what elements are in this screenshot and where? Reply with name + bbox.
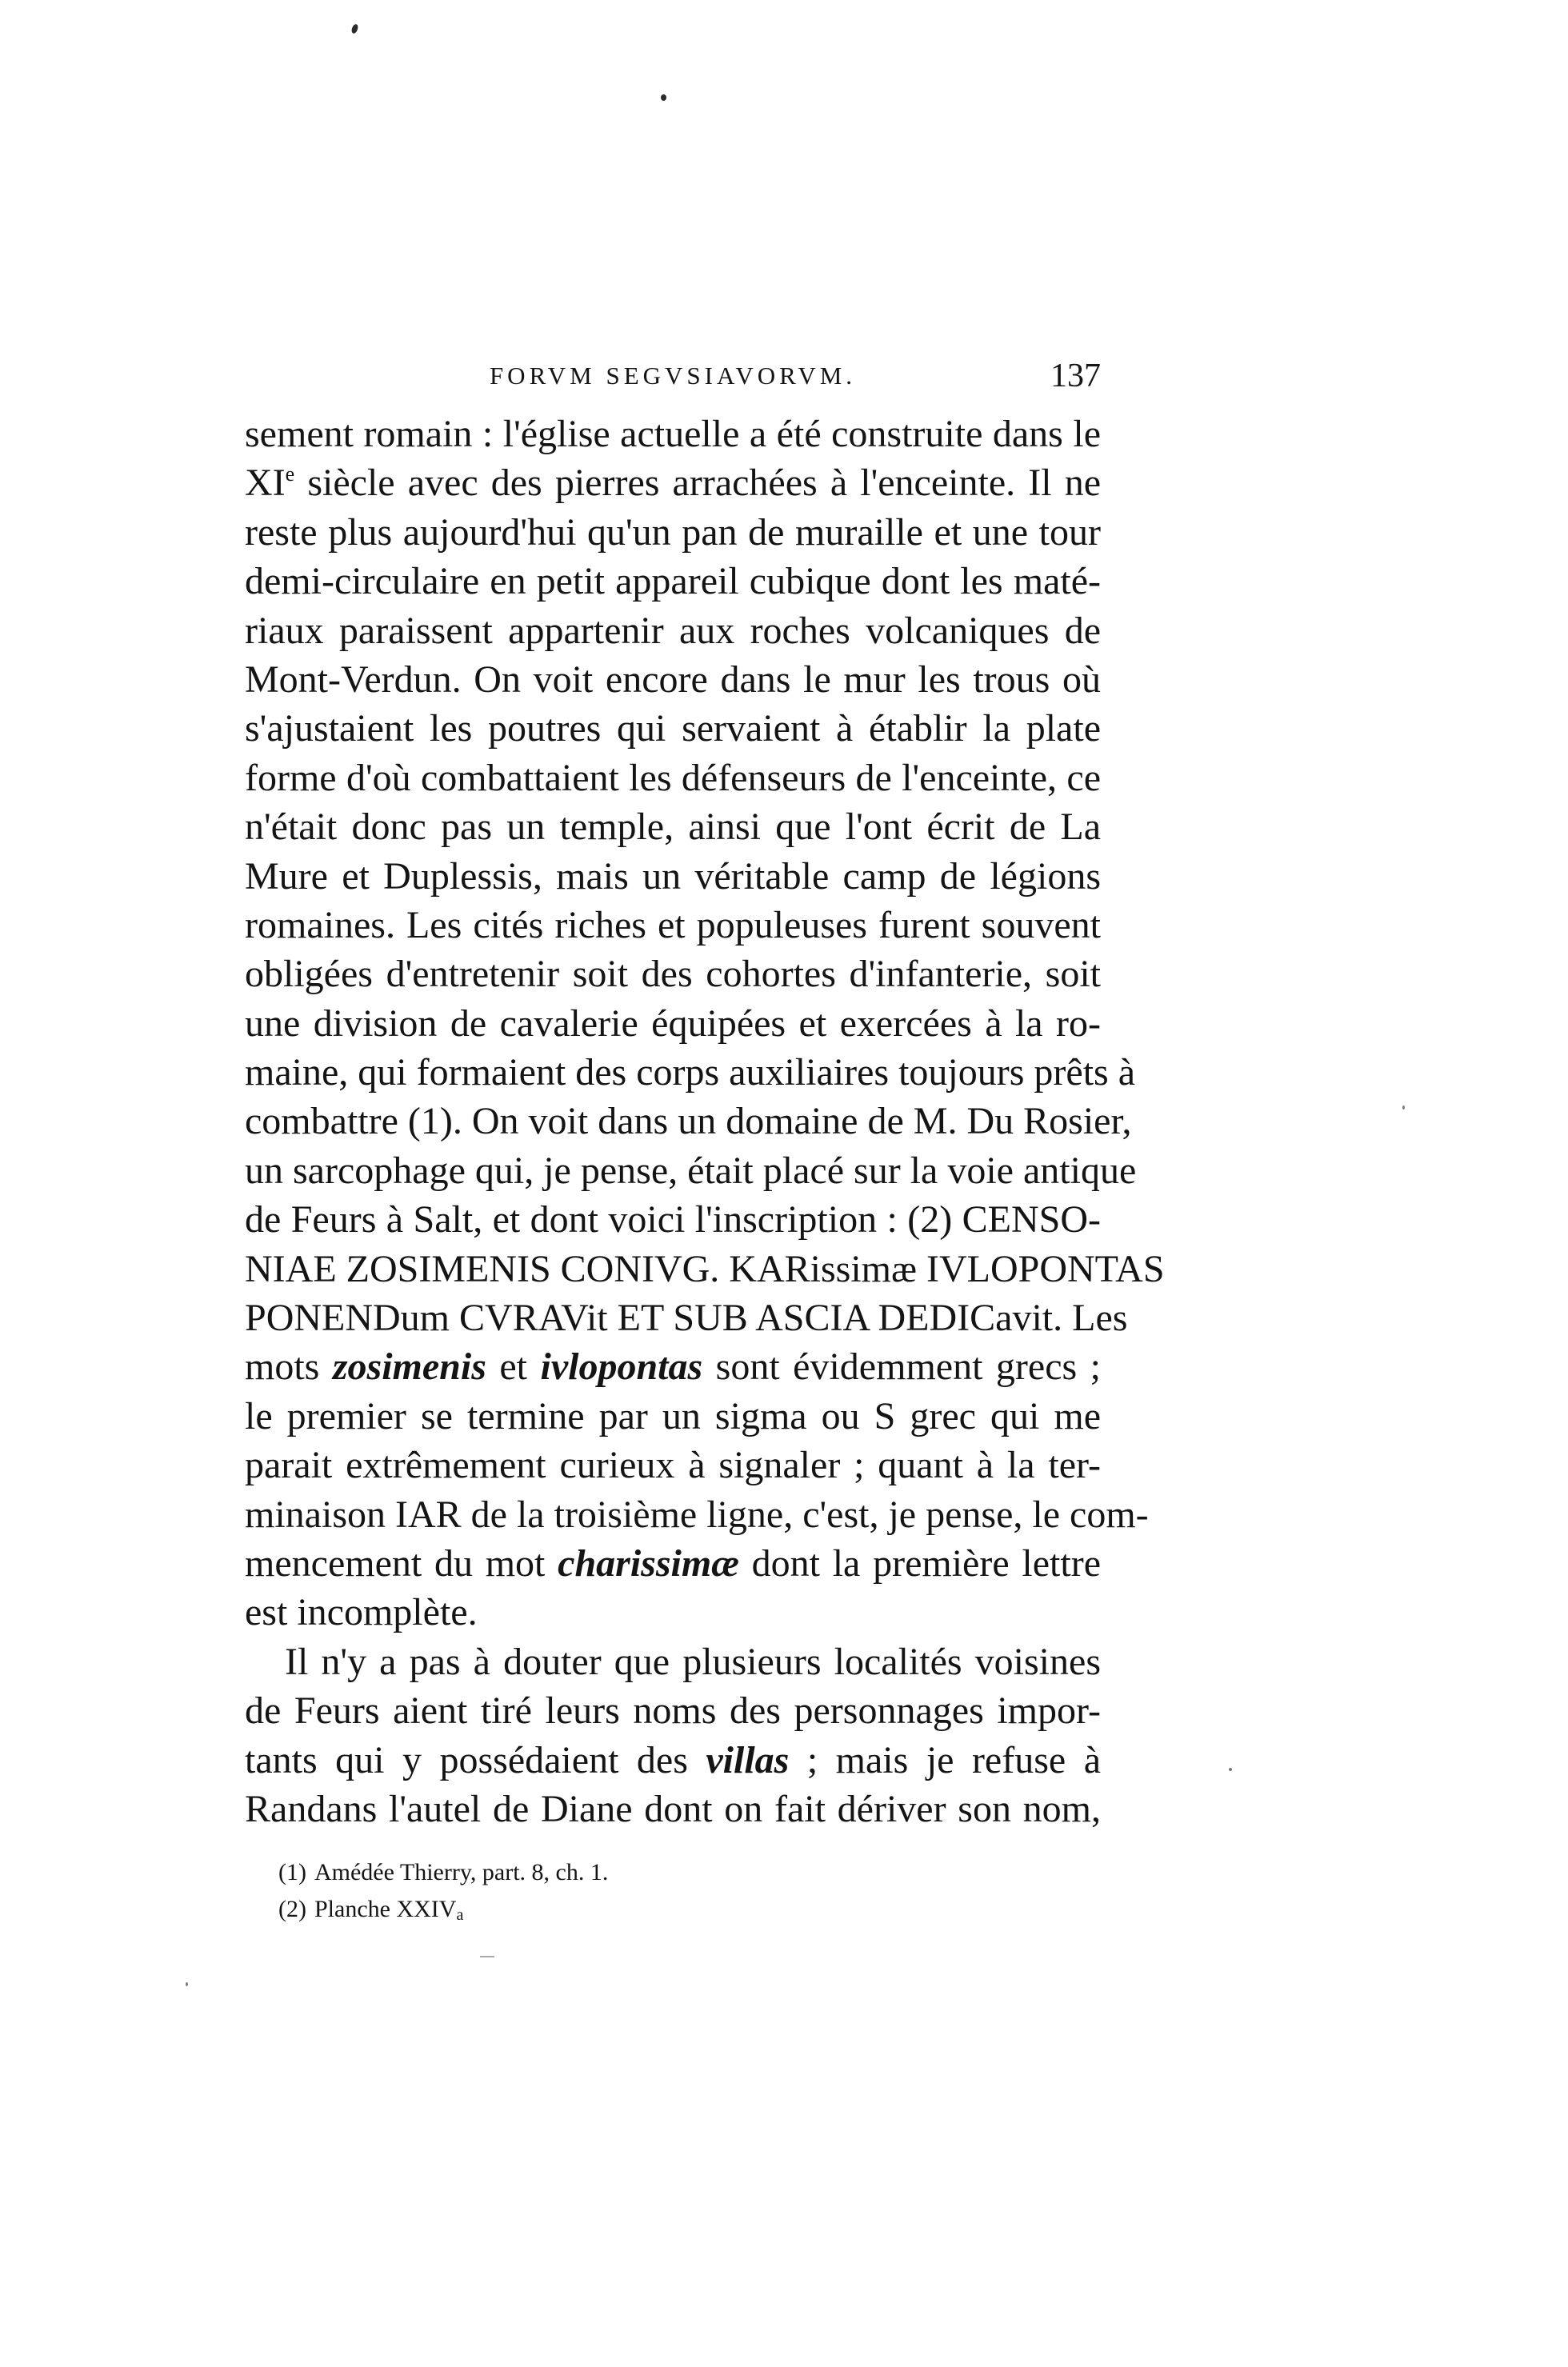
text-line: de Feurs aient tiré leurs noms des personnages impor- (245, 1689, 1101, 1733)
italic-word: ivlopontas (540, 1345, 703, 1389)
text-line: un sarcophage qui, je pense, était placé sur la voie antique (245, 1149, 1137, 1192)
text-line: riaux paraissent appartenir aux roches volcaniques de (245, 609, 1101, 652)
text-line: le premier se termine par un sigma ou S grec qui me (245, 1394, 1101, 1437)
text-line: Il n'y a pas à douter que plusieurs localités voisines (285, 1640, 1101, 1683)
italic-word: zosimenis (332, 1345, 486, 1389)
text-line: parait extrêmement curieux à signaler ; quant à la ter- (245, 1444, 1101, 1487)
text-line: est incomplète. (245, 1591, 478, 1634)
italic-word: charissimæ (558, 1541, 739, 1585)
text-line: mots zosimenis et ivlopontas sont évidemment grecs ; (245, 1345, 1101, 1389)
text-line: NIAE ZOSIMENIS CONIVG. KARissimæ IVLOPONTAS (245, 1247, 1165, 1290)
text-line: obligées d'entretenir soit des cohortes d'infanterie, soit (245, 953, 1101, 996)
text-line: XIe siècle avec des pierres arrachées à l'enceinte. Il ne (245, 462, 1101, 505)
text-line: s'ajustaient les poutres qui servaient à établir la plate (245, 707, 1101, 750)
text-line: romaines. Les cités riches et populeuses furent souvent (245, 903, 1101, 946)
running-head-title: FORVM SEGVSIAVORVM. (489, 362, 857, 390)
footnote-mark: (2) (278, 1896, 306, 1922)
text-line: demi-circulaire en petit appareil cubique dont les maté- (245, 560, 1101, 603)
text-line: mencement du mot charissimæ dont la première lettre (245, 1541, 1101, 1585)
ink-speck (1402, 1106, 1405, 1110)
text-line: combattre (1). On voit dans un domaine de M. Du Rosier, (245, 1100, 1132, 1143)
footnote-2 (278, 1891, 998, 1928)
footnotes (278, 1854, 998, 1928)
page-number: 137 (1050, 358, 1101, 394)
ink-speck (661, 94, 666, 101)
footnote-1 (278, 1854, 998, 1891)
footnote-text: Planche XXIV (314, 1896, 457, 1922)
text-line: minaison IAR de la troisième ligne, c'est, je pense, le com- (245, 1493, 1149, 1536)
text-line: tants qui y possédaient des villas ; mais je refuse à (245, 1738, 1101, 1781)
running-head (245, 358, 1101, 410)
ink-speck (1229, 1768, 1232, 1771)
text-line: reste plus aujourd'hui qu'un pan de muraille et une tour (245, 510, 1101, 554)
text-line: une division de cavalerie équipées et exercées à la ro- (245, 1002, 1101, 1045)
text-line: Mont-Verdun. On voit encore dans le mur les trous où (245, 658, 1101, 701)
ink-speck (186, 1982, 188, 1986)
footnote-suffix: a (456, 1906, 464, 1924)
footnote-mark: (1) (278, 1859, 306, 1885)
text-line: maine, qui formaient des corps auxiliaires toujours prêts à (245, 1051, 1136, 1094)
text-line: PONENDum CVRAVit ET SUB ASCIA DEDICavit. Les (245, 1297, 1128, 1340)
ink-speck (480, 1956, 494, 1957)
italic-word: villas (706, 1738, 790, 1781)
ink-speck (350, 23, 359, 34)
text-line: Mure et Duplessis, mais un véritable camp de légions (245, 854, 1101, 898)
footnote-text: Amédée Thierry, part. 8, ch. 1. (314, 1859, 609, 1885)
text-line: de Feurs à Salt, et dont voici l'inscription : (2) CENSO- (245, 1198, 1101, 1241)
text-line: forme d'où combattaient les défenseurs de l'enceinte, ce (245, 756, 1101, 799)
text-line: n'était donc pas un temple, ainsi que l'ont écrit de La (245, 806, 1101, 849)
body-text (245, 410, 1165, 1833)
text-line: Randans l'autel de Diane dont on fait dériver son nom, (245, 1787, 1101, 1830)
text-line: sement romain : l'église actuelle a été construite dans le (245, 413, 1101, 455)
